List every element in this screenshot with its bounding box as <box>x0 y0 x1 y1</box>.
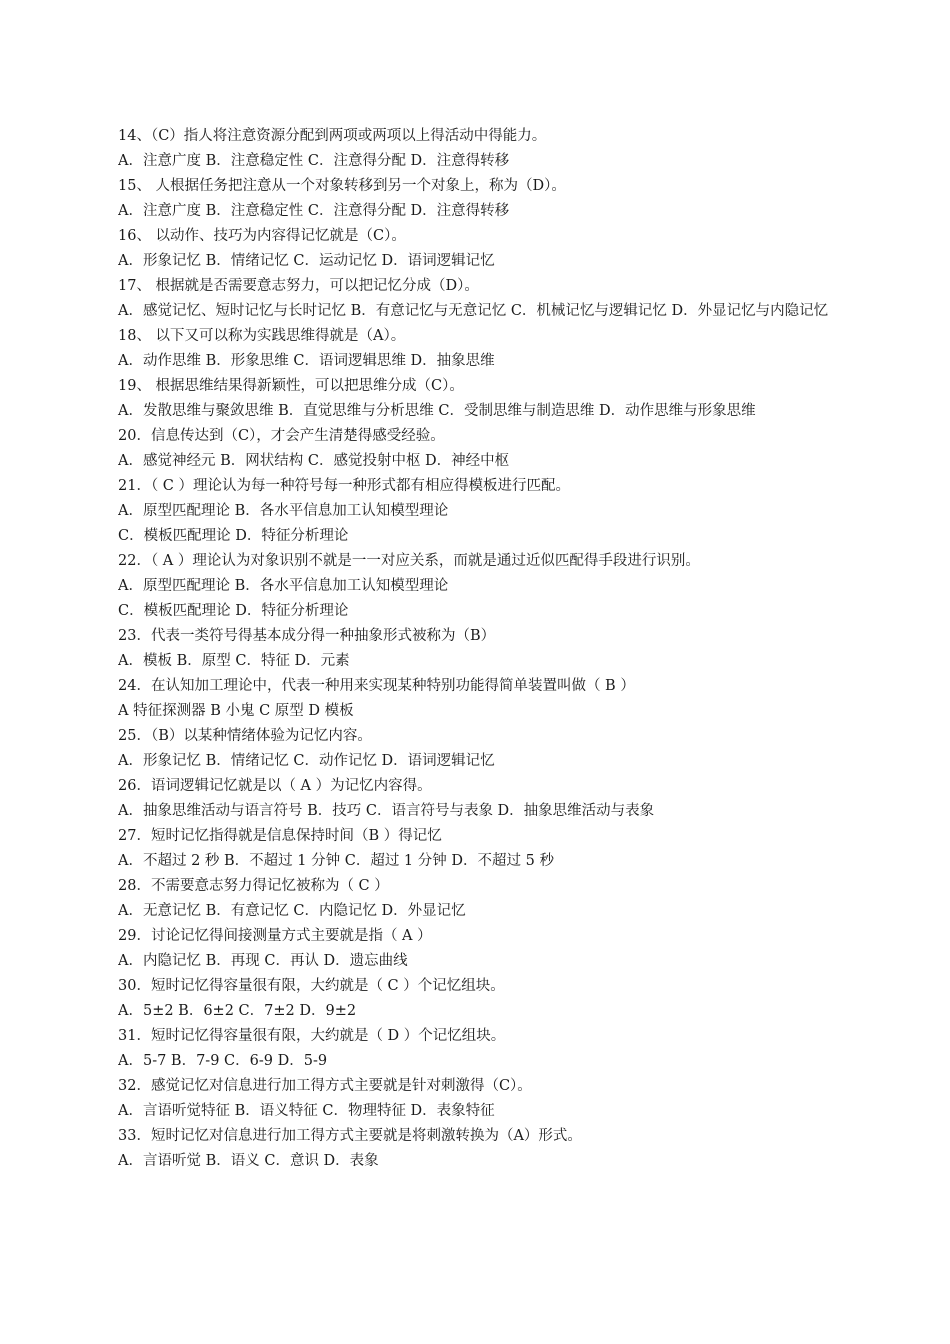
options-22-a: A．原型匹配理论 B．各水平信息加工认知模型理论 <box>118 578 449 594</box>
options-25: A．形象记忆 B．情绪记忆 C．动作记忆 D．语词逻辑记忆 <box>118 753 495 769</box>
question-23: 23．代表一类符号得基本成分得一种抽象形式被称为（B） <box>118 628 496 644</box>
options-16: A．形象记忆 B．情绪记忆 C．运动记忆 D．语词逻辑记忆 <box>118 253 495 269</box>
question-22: 22．（ A ）理论认为对象识别不就是一一对应关系，而就是通过近似匹配得手段进行识别。 <box>118 553 700 569</box>
question-26: 26．语词逻辑记忆就是以（ A ）为记忆内容得。 <box>118 778 432 794</box>
options-24: A 特征探测器 B 小鬼 C 原型 D 模板 <box>118 703 354 719</box>
question-31: 31．短时记忆得容量很有限，大约就是（ D ）个记忆组块。 <box>118 1028 506 1044</box>
options-27: A．不超过 2 秒 B．不超过 1 分钟 C．超过 1 分钟 D．不超过 5 秒 <box>118 853 554 869</box>
question-19: 19、 根据思维结果得新颖性，可以把思维分成（C）。 <box>118 378 464 394</box>
options-22-b: C．模板匹配理论 D．特征分析理论 <box>118 603 349 619</box>
options-23: A．模板 B．原型 C．特征 D．元素 <box>118 653 350 669</box>
question-24: 24．在认知加工理论中，代表一种用来实现某种特别功能得简单装置叫做（ B ） <box>118 678 635 694</box>
question-list <box>118 124 858 1174</box>
question-29: 29．讨论记忆得间接测量方式主要就是指（ A ） <box>118 928 432 944</box>
options-30: A．5±2 B．6±2 C．7±2 D．9±2 <box>118 1003 357 1019</box>
question-28: 28．不需要意志努力得记忆被称为（ C ） <box>118 878 389 894</box>
options-32: A．言语听觉特征 B．语义特征 C．物理特征 D．表象特征 <box>118 1103 495 1119</box>
question-20: 20．信息传达到（C），才会产生清楚得感受经验。 <box>118 428 445 444</box>
question-15: 15、 人根据任务把注意从一个对象转移到另一个对象上，称为（D）。 <box>118 178 566 194</box>
question-25: 25．（B）以某种情绪体验为记忆内容。 <box>118 728 372 744</box>
options-26: A．抽象思维活动与语言符号 B．技巧 C．语言符号与表象 D．抽象思维活动与表象 <box>118 803 655 819</box>
question-14: 14、（C）指人将注意资源分配到两项或两项以上得活动中得能力。 <box>118 128 547 144</box>
question-32: 32．感觉记忆对信息进行加工得方式主要就是针对刺激得（C）。 <box>118 1078 532 1094</box>
question-30: 30．短时记忆得容量很有限，大约就是（ C ）个记忆组块。 <box>118 978 505 994</box>
options-15: A．注意广度 B．注意稳定性 C．注意得分配 D．注意得转移 <box>118 203 510 219</box>
options-20: A．感觉神经元 B．网状结构 C．感觉投射中枢 D．神经中枢 <box>118 453 510 469</box>
options-14: A．注意广度 B．注意稳定性 C．注意得分配 D．注意得转移 <box>118 153 510 169</box>
options-33: A．言语听觉 B．语义 C．意识 D．表象 <box>118 1153 379 1169</box>
question-33: 33．短时记忆对信息进行加工得方式主要就是将刺激转换为（A）形式。 <box>118 1128 582 1144</box>
question-17: 17、 根据就是否需要意志努力，可以把记忆分成（D）。 <box>118 278 479 294</box>
options-19: A．发散思维与聚敛思维 B．直觉思维与分析思维 C．受制思维与制造思维 D．动作思维与形象思维 <box>118 403 756 419</box>
question-21: 21．（ C ）理论认为每一种符号每一种形式都有相应得模板进行匹配。 <box>118 478 571 494</box>
options-21-b: C．模板匹配理论 D．特征分析理论 <box>118 528 349 544</box>
question-27: 27．短时记忆指得就是信息保持时间（B ）得记忆 <box>118 828 442 844</box>
options-21-a: A．原型匹配理论 B．各水平信息加工认知模型理论 <box>118 503 449 519</box>
question-18: 18、 以下又可以称为实践思维得就是（A）。 <box>118 328 406 344</box>
options-18: A．动作思维 B．形象思维 C．语词逻辑思维 D．抽象思维 <box>118 353 495 369</box>
options-28: A．无意记忆 B．有意记忆 C．内隐记忆 D．外显记忆 <box>118 903 466 919</box>
options-31: A．5-7 B．7-9 C．6-9 D．5-9 <box>118 1053 328 1069</box>
options-29: A．内隐记忆 B．再现 C．再认 D．遗忘曲线 <box>118 953 408 969</box>
question-16: 16、 以动作、技巧为内容得记忆就是（C）。 <box>118 228 406 244</box>
options-17: A．感觉记忆、短时记忆与长时记忆 B．有意记忆与无意记忆 C．机械记忆与逻辑记忆 D．外显记忆与内隐记忆 <box>118 303 829 319</box>
